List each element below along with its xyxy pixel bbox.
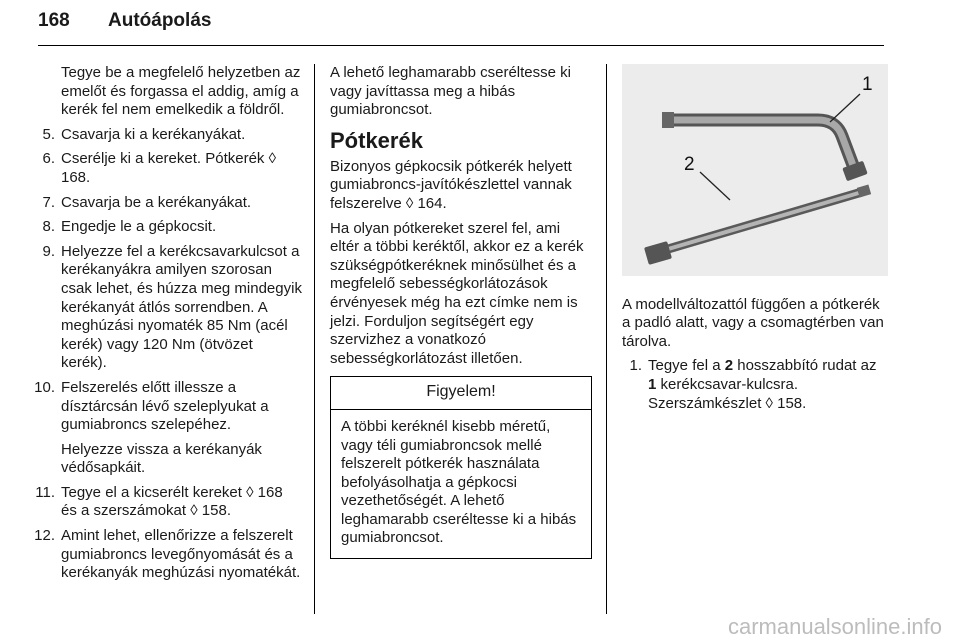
callout-label-1: 1 bbox=[862, 74, 873, 95]
paragraph: Ha olyan pótkereket szerel fel, ami eltér a többi keréktől, akkor ez a kerék szükségpótkeréknek minősülhet és a megfelelő sebességkorlátozások érvényesek még ha ezt címke nem is jelzi. Forduljon segítségért egy szervizhez a vonatkozó sebességkorlátozást illetően. bbox=[330, 219, 584, 367]
list-item: 12. Amint lehet, ellenőrizze a felszerelt gumiabroncs levegőnyomását és a kerékanyák meghúzási nyomatékát. bbox=[34, 527, 301, 582]
list-item: 1. Tegye fel a 2 hosszabbító rudat az 1 kerékcsavar-kulcsra. Szerszámkészlet ◊ 158. bbox=[629, 357, 877, 412]
watermark: carmanualsonline.info bbox=[727, 614, 942, 639]
list-item: 7. Csavarja be a kerékanyákat. bbox=[42, 193, 252, 211]
column-middle bbox=[330, 64, 592, 559]
list-item: 8. Engedje le a gépkocsit. bbox=[42, 218, 217, 236]
step-list-2 bbox=[20, 484, 302, 583]
header-rule bbox=[38, 45, 884, 46]
warning-box bbox=[330, 376, 592, 559]
step-continuation: Tegye be a megfelelő helyzetben az emelőt és forgassa el addig, amíg a kerék fel nem emelkedik a földről. bbox=[61, 64, 301, 119]
column-divider-1 bbox=[314, 64, 315, 614]
step-continuation-2: Helyezze vissza a kerékanyák védősapkáit. bbox=[61, 440, 262, 477]
paragraph: Bizonyos gépkocsik pótkerék helyett gumiabroncs-javítókészlettel vannak felszerelve ◊ 164. bbox=[330, 157, 572, 212]
paragraph: A modellváltozattól függően a pótkerék a padló alatt, vagy a csomagtérben van tárolva. bbox=[622, 295, 884, 350]
wrench-figure bbox=[622, 64, 888, 276]
list-item: 6. Cserélje ki a kereket. Pótkerék ◊ 168. bbox=[42, 150, 276, 186]
warning-text: A többi keréknél kisebb méretű, vagy téli gumiabroncsok mellé felszerelt pótkerék használata befolyásolhatja a gépkocsi vezethetőségét. A lehető leghamarabb cseréltesse ki a hibás gumiabroncsot. bbox=[341, 417, 577, 547]
warning-title: Figyelem! bbox=[331, 377, 591, 410]
column-left bbox=[20, 64, 302, 589]
column-right bbox=[622, 64, 888, 419]
callout-label-2: 2 bbox=[684, 154, 695, 175]
list-item: 9. Helyezze fel a kerékcsavarkulcsot a kerékanyákra amilyen szorosan csak lehet, és húzza meg mindegyik kerékanyát átlós sorrendben. A meghúzási nyomaték 85 Nm (acél kerék) vagy 120 Nm (ötvözet kerék). bbox=[42, 242, 302, 372]
wrench-end bbox=[662, 112, 674, 128]
column-divider-2 bbox=[606, 64, 607, 614]
list-item: 5. Csavarja ki a kerékanyákat. bbox=[42, 125, 246, 143]
list-item: 10. Felszerelés előtt illessze a dísztárcsán lévő szeleplyukat a gumiabroncs szelepéhez. bbox=[34, 378, 269, 434]
list-item: 11. Tegye el a kicserélt kereket ◊ 168 és a szerszámokat ◊ 158. bbox=[35, 483, 283, 520]
section-heading: Pótkerék bbox=[330, 127, 423, 153]
page-number: 168 bbox=[38, 10, 70, 31]
paragraph: A lehető leghamarabb cseréltesse ki vagy javíttassa meg a hibás gumiabroncsot. bbox=[330, 64, 571, 119]
section-title: Autóápolás bbox=[108, 10, 212, 31]
step-list bbox=[20, 126, 302, 435]
